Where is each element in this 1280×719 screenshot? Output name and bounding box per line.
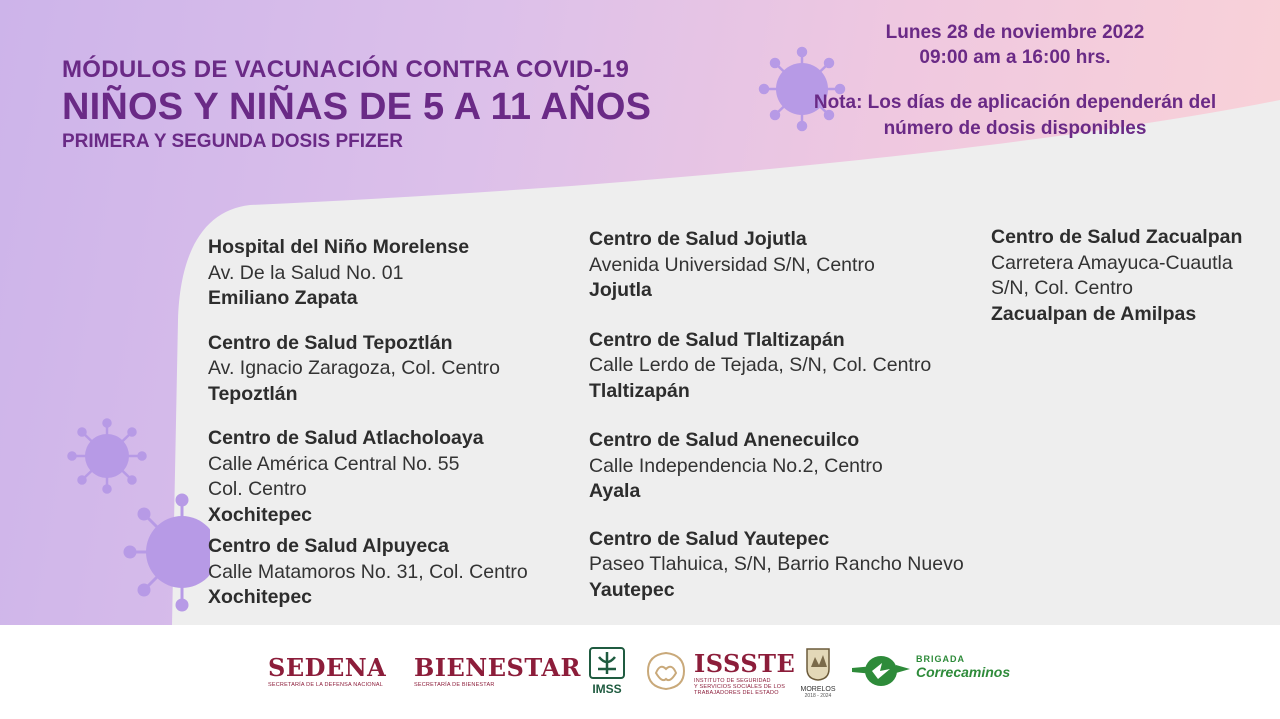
location-item xyxy=(589,428,964,505)
location-address: Calle Lerdo de Tejada, S/N, Col. Centro xyxy=(589,354,932,376)
imss-wordmark: IMSS xyxy=(592,682,622,696)
location-name: Centro de Salud Atlacholoaya xyxy=(208,427,484,449)
location-item xyxy=(208,534,528,611)
correcaminos-wordmark: Correcaminos xyxy=(916,664,1011,680)
location-item xyxy=(589,227,964,304)
schedule-time: 09:00 am a 16:00 hrs. xyxy=(919,47,1111,68)
issste-subtitle-1: INSTITUTO DE SEGURIDAD xyxy=(694,678,771,684)
location-item xyxy=(208,235,528,312)
issste-emblem-icon xyxy=(642,649,690,693)
location-address: Calle Matamoros No. 31, Col. Centro xyxy=(208,560,528,583)
sedena-logo xyxy=(268,653,386,688)
morelos-shield-icon xyxy=(805,647,831,681)
morelos-logo xyxy=(798,647,838,699)
virus-icon-bottom-left xyxy=(120,490,210,615)
location-city: Yautepec xyxy=(589,578,675,601)
location-city: Ayala xyxy=(589,480,641,502)
bienestar-logo xyxy=(414,653,581,688)
morelos-wordmark: MORELOS xyxy=(800,686,836,693)
location-item xyxy=(208,426,528,528)
location-item xyxy=(208,331,528,408)
imss-logo xyxy=(588,647,626,696)
location-city: Tepoztlán xyxy=(208,382,298,405)
location-address-line-2: Col. Centro xyxy=(208,478,307,500)
bienestar-subtitle: SECRETARÍA DE BIENESTAR xyxy=(414,682,495,688)
locations-column-1 xyxy=(208,235,528,630)
location-city: Tlaltizapán xyxy=(589,379,690,402)
correcaminos-bird-icon xyxy=(852,651,910,689)
location-address: Calle Independencia No.2, Centro xyxy=(589,454,883,477)
brigada-label: BRIGADA xyxy=(916,654,965,664)
schedule-date: Lunes 28 de noviembre 2022 xyxy=(885,22,1145,43)
location-address-line-2: S/N, Col. Centro xyxy=(991,277,1133,299)
location-name: Centro de Salud Tlaltizapán xyxy=(589,328,845,351)
location-city: Jojutla xyxy=(589,279,652,301)
location-address: Calle América Central No. 55 xyxy=(208,452,460,475)
locations-column-2 xyxy=(589,227,964,622)
sedena-subtitle: SECRETARÍA DE LA DEFENSA NACIONAL xyxy=(268,682,384,688)
campaign-title: MÓDULOS DE VACUNACIÓN CONTRA COVID-19 xyxy=(62,56,630,83)
note-line-1: Nota: Los días de aplicación dependerán del xyxy=(813,92,1217,113)
note-line-2: número de dosis disponibles xyxy=(883,118,1147,139)
header xyxy=(62,56,651,153)
sedena-wordmark: SEDENA xyxy=(268,653,387,682)
location-name: Centro de Salud Alpuyeca xyxy=(208,535,449,557)
location-item xyxy=(589,328,964,405)
location-address: Av. Ignacio Zaragoza, Col. Centro xyxy=(208,357,500,379)
location-address: Avenida Universidad S/N, Centro xyxy=(589,253,875,276)
location-name: Centro de Salud Yautepec xyxy=(589,527,830,550)
bienestar-wordmark: BIENESTAR xyxy=(414,653,581,682)
location-city: Emiliano Zapata xyxy=(208,287,358,309)
location-name: Centro de Salud Anenecuilco xyxy=(589,429,860,451)
location-item xyxy=(991,225,1242,327)
location-name: Centro de Salud Jojutla xyxy=(589,228,807,250)
imss-emblem-icon xyxy=(589,647,625,679)
schedule-info xyxy=(780,20,1250,142)
location-name: Centro de Salud Tepoztlán xyxy=(208,331,453,354)
location-name: Hospital del Niño Morelense xyxy=(208,236,470,258)
location-address: Carretera Amayuca-Cuautla xyxy=(991,251,1233,274)
issste-wordmark: ISSSTE xyxy=(694,649,796,678)
location-item xyxy=(589,527,964,604)
locations-column-3 xyxy=(991,225,1242,346)
morelos-subtitle: 2018 - 2024 xyxy=(804,693,832,699)
location-city: Xochitepec xyxy=(208,503,313,526)
location-name: Centro de Salud Zacualpan xyxy=(991,226,1243,248)
footer-logos xyxy=(0,625,1280,719)
virus-icon-left xyxy=(66,418,148,494)
location-address: Paseo Tlahuica, S/N, Barrio Rancho Nuevo xyxy=(589,553,964,575)
target-group-title: NIÑOS Y NIÑAS DE 5 A 11 AÑOS xyxy=(62,86,652,128)
dose-subtitle: PRIMERA Y SEGUNDA DOSIS PFIZER xyxy=(62,131,403,152)
issste-subtitle-3: TRABAJADORES DEL ESTADO xyxy=(694,690,779,696)
schedule-note xyxy=(780,90,1250,142)
issste-subtitle-2: Y SERVICIOS SOCIALES DE LOS xyxy=(694,684,786,690)
location-city: Zacualpan de Amilpas xyxy=(991,302,1197,325)
location-address: Av. De la Salud No. 01 xyxy=(208,261,404,284)
location-city: Xochitepec xyxy=(208,586,313,608)
